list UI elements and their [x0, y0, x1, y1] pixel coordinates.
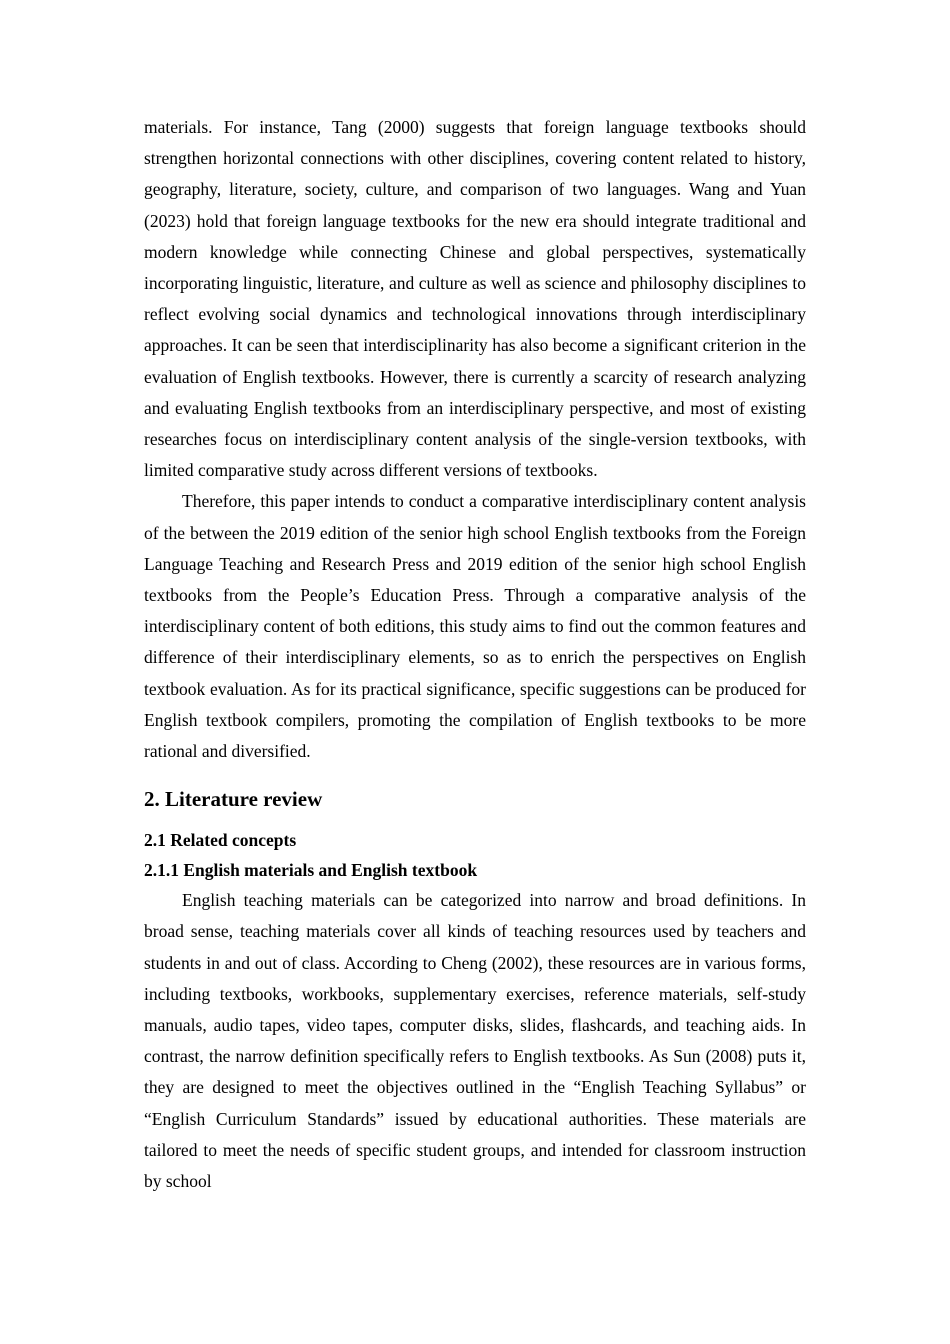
body-paragraph-1: materials. For instance, Tang (2000) suggests that foreign language textbooks should strengthen horizontal connections with other disciplines, covering content related to history, geography, literature, society, culture, and comparison of two languages. Wang and Yuan (2023) hold that foreign language textbooks for the new era should integrate traditional and modern knowledge while connecting Chinese and global perspectives, systematically incorporating linguistic, literature, and culture as well as science and philosophy disciplines to reflect evolving social dynamics and technological innovations through interdisciplinary approaches. It can be seen that interdisciplinarity has also become a significant criterion in the evaluation of English textbooks. However, there is currently a scarcity of research analyzing and evaluating English textbooks from an interdisciplinary perspective, and most of existing researches focus on interdisciplinary content analysis of the single-version textbooks, with limited comparative study across different versions of textbooks.: [144, 117, 806, 481]
subsection-heading-related-concepts: 2.1 Related concepts: [144, 830, 297, 851]
body-paragraph-3: English teaching materials can be categorized into narrow and broad definitions. In broad sense, teaching materials cover all kinds of teaching resources used by teachers and students in and out of class. According to Cheng (2002), these resources are in various forms, including textbooks, workbooks, supplementary exercises, reference materials, self-study manuals, audio tapes, video tapes, computer disks, slides, flashcards, and teaching aids. In contrast, the narrow definition specifically refers to English textbooks. As Sun (2008) puts it, they are designed to meet the objectives outlined in the “English Teaching Syllabus” or “English Curriculum Standards” issued by educational authorities. These materials are tailored to meet the needs of specific student groups, and intended for classroom instruction by school: [144, 890, 806, 1192]
body-paragraph-2: Therefore, this paper intends to conduct a comparative interdisciplinary content analysis of the between the 2019 edition of the senior high school English textbooks from the Foreign Language Teaching and Research Press and 2019 edition of the senior high school English textbooks from the People’s Education Press. Through a comparative analysis of the interdisciplinary content of both editions, this study aims to find out the common features and difference of their interdisciplinary elements, so as to enrich the perspectives on English textbook evaluation. As for its practical significance, specific suggestions can be produced for English textbook compilers, promoting the compilation of English textbooks to be more rational and diversified.: [144, 491, 806, 762]
subsubsection-heading-english-materials: 2.1.1 English materials and English textbook: [144, 860, 478, 881]
document-page: [144, 112, 806, 1197]
section-heading-literature-review: 2. Literature review: [144, 787, 323, 812]
